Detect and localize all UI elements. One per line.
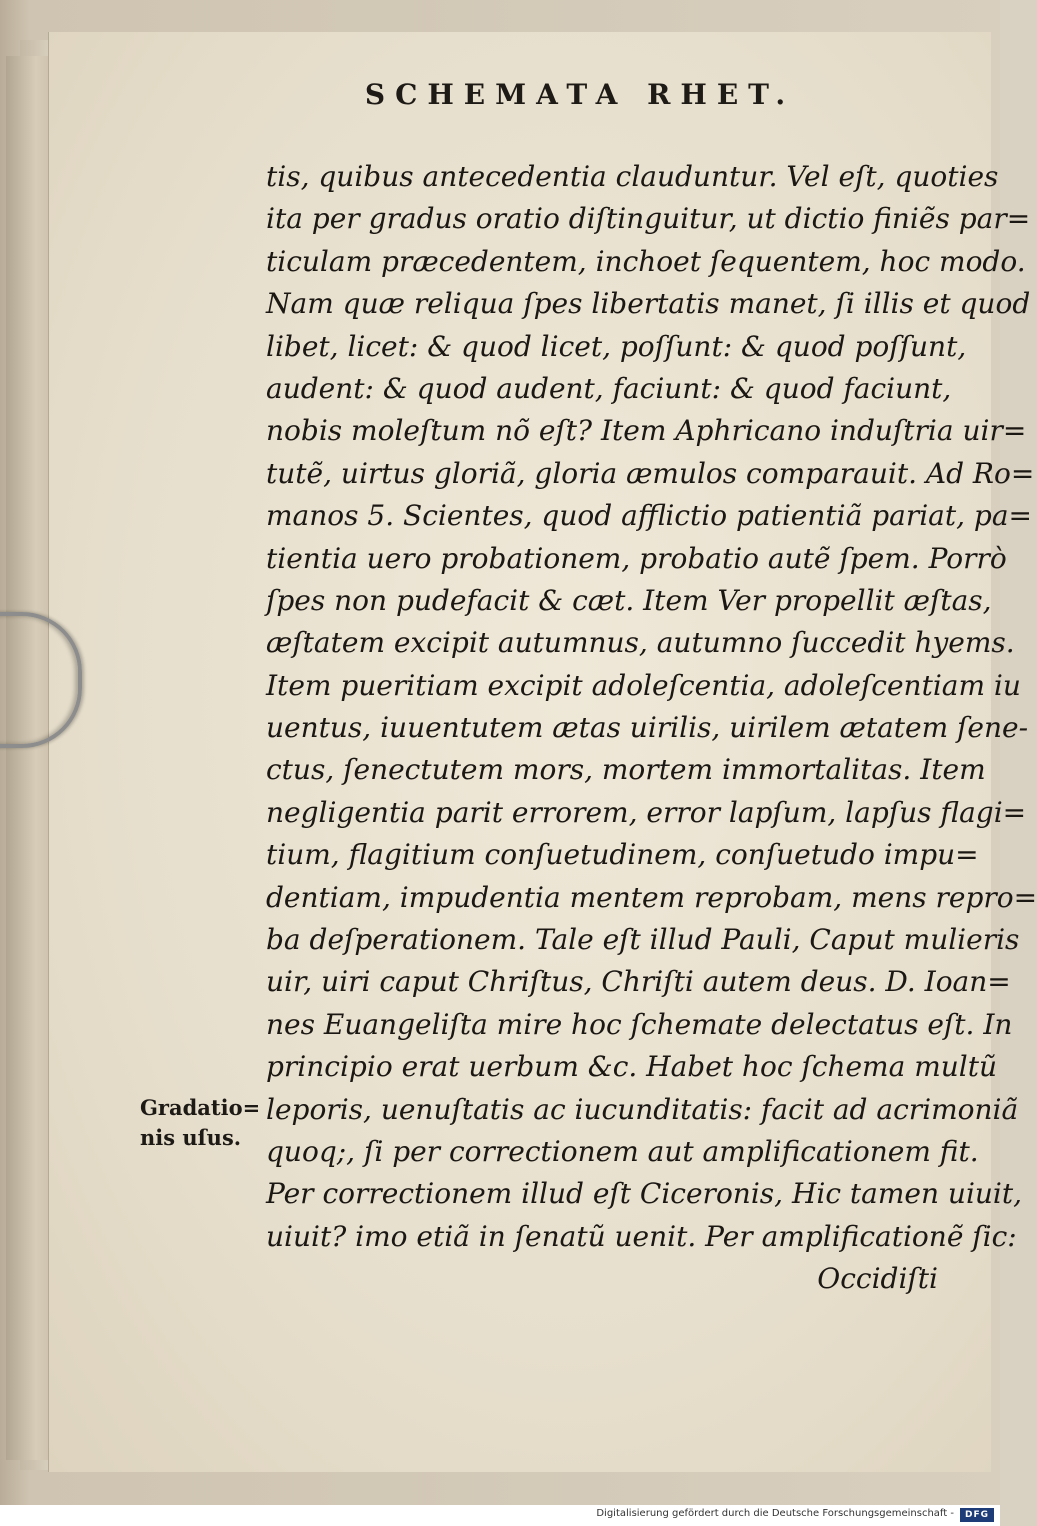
footer-credit: Digitalisierung gefördert durch die Deutsche Forschungsgemeinschaft - — [596, 1508, 954, 1519]
text-line: ctus, ſenectutem mors, mortem immortalitas. Item — [266, 753, 986, 787]
margin-note-line: nis uſus. — [140, 1125, 242, 1150]
text-line: negligentia parit errorem, error lapſum, lapſus flagi= — [266, 795, 1027, 829]
text-line: ita per gradus oratio diſtinguitur, ut dictio finiẽs par= — [266, 202, 1031, 236]
text-line: Item pueritiam excipit adoleſcentia, adoleſcentiam iu — [266, 668, 1021, 702]
text-line: libet, licet: & quod licet, poſſunt: & quod poſſunt, — [266, 329, 967, 363]
text-line: æſtatem excipit autumnus, autumno ſuccedit hyems. — [266, 626, 1015, 660]
digitization-footer — [0, 1505, 1000, 1526]
text-line: uiuit? imo etiã in ſenatũ uenit. Per amplificationẽ ſic: — [266, 1219, 1017, 1253]
text-line: tientia uero probationem, probatio autẽ ſpem. Porrò — [266, 541, 1007, 575]
text-line: uir, uiri caput Chriſtus, Chriſti autem deus. D. Ioan= — [266, 965, 1011, 999]
text-line: leporis, uenuſtatis ac iucunditatis: facit ad acrimoniã — [266, 1092, 1019, 1126]
text-line: ticulam præcedentem, inchoet ſequentem, hoc modo. — [266, 244, 1026, 278]
dfg-logo: DFG — [960, 1508, 994, 1522]
text-line: Per correctionem illud eſt Ciceronis, Hic tamen uiuit, — [266, 1177, 1023, 1211]
text-line: ba deſperationem. Tale eſt illud Pauli, Caput mulieris — [266, 923, 1020, 957]
text-line: audent: & quod audent, faciunt: & quod faciunt, — [266, 371, 952, 405]
text-line: nobis moleſtum nõ eſt? Item Aphricano induſtria uir= — [266, 414, 1027, 448]
text-line: tutẽ, uirtus gloriã, gloria æmulos comparauit. Ad Ro= — [266, 456, 1035, 490]
text-line: quoq;, ſi per correctionem aut amplificationem fit. — [266, 1134, 979, 1168]
body-text — [266, 156, 1037, 1301]
running-head: SCHEMATA RHET. — [364, 78, 796, 111]
text-line: ſpes non pudefacit & cæt. Item Ver propellit æſtas, — [266, 583, 992, 617]
text-line: nes Euangeliſta mire hoc ſchemate delectatus eſt. In — [266, 1007, 1013, 1041]
catchword: Occidiſti — [817, 1262, 938, 1296]
text-line: principio erat uerbum &c. Habet hoc ſchema multũ — [266, 1050, 998, 1084]
text-line: tis, quibus antecedentia clauduntur. Vel eſt, quoties — [266, 160, 999, 193]
text-line: Nam quæ reliqua ſpes libertatis manet, ſi illis et quod — [266, 287, 1031, 321]
margin-note — [140, 1093, 260, 1153]
text-line: dentiam, impudentia mentem reprobam, mens repro= — [266, 880, 1037, 914]
text-line: uentus, iuuentutem ætas uirilis, uirilem ætatem ſene- — [266, 711, 1029, 745]
text-line: tium, flagitium conſuetudinem, conſuetudo impu= — [266, 838, 979, 872]
text-line: manos 5. Scientes, quod afflictio patientiã pariat, pa= — [266, 499, 1032, 533]
margin-note-line: Gradatio= — [140, 1095, 261, 1120]
